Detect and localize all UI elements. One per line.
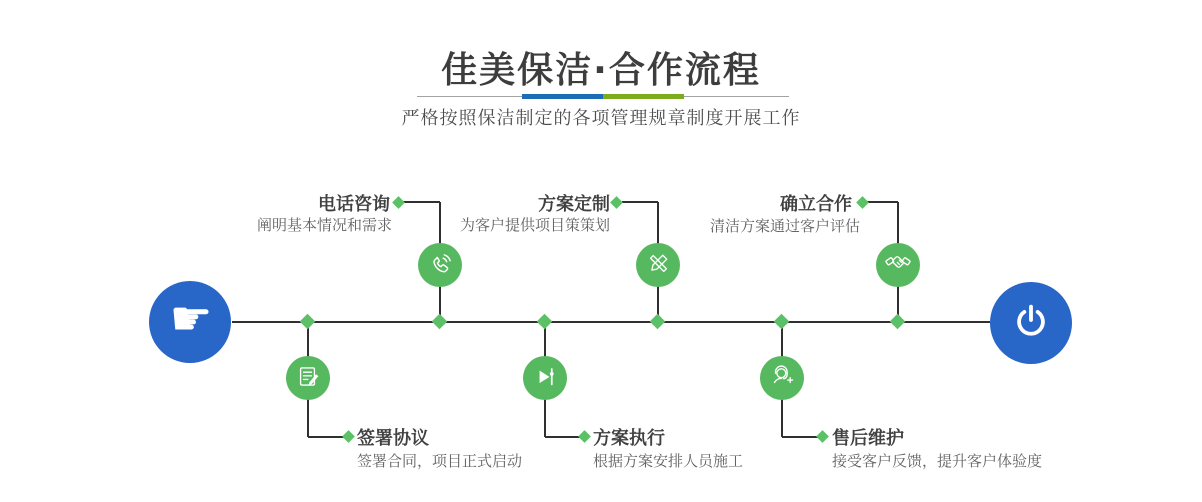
step-desc-design: 为客户提供项目策策划 [460,216,611,234]
divider-green-segment [603,94,684,99]
contract-icon [294,362,323,395]
step-node-phone [418,243,462,287]
label-bullet-diamond [816,430,829,443]
connector-stub-contract [308,436,345,438]
label-bullet-diamond [342,430,355,443]
label-bullet-diamond [392,196,405,209]
design-icon [644,249,673,282]
step-node-handshake [876,243,920,287]
step-desc-handshake: 清洁方案通过客户评估 [710,217,861,235]
connector-stub-design [622,201,658,203]
timeline-node-diamond [300,314,316,330]
label-bullet-diamond [610,196,623,209]
handshake-icon [883,248,913,282]
step-title-execute: 方案执行 [593,428,665,449]
step-node-execute [523,356,567,400]
step-title-service: 售后维护 [832,428,904,449]
phone-icon [426,249,455,282]
label-bullet-diamond [578,430,591,443]
execute-icon [531,362,560,395]
step-title-handshake: 确立合作 [780,194,852,215]
connector-stub-execute [545,436,581,438]
step-title-phone: 电话咨询 [318,194,390,215]
timeline-node-diamond [537,314,553,330]
timeline-node-diamond [890,314,906,330]
step-desc-phone: 阐明基本情况和需求 [257,216,393,234]
timeline-node-diamond [432,314,448,330]
step-desc-service: 接受客户反馈，提升客户体验度 [832,452,1043,470]
label-bullet-diamond [856,196,869,209]
service-icon [767,361,797,395]
divider-blue-segment [522,94,603,99]
step-desc-contract: 签署合同，项目正式启动 [357,452,523,470]
timeline-main-line [232,321,990,323]
step-title-design: 方案定制 [538,194,610,215]
step-title-contract: 签署协议 [357,428,429,449]
timeline-node-diamond [774,314,790,330]
title-divider [417,93,789,100]
page-title: 佳美保洁·合作流程 [441,50,761,91]
end-node [990,282,1072,364]
step-node-design [636,243,680,287]
connector-stub-handshake [867,201,898,203]
connector-stub-service [782,436,819,438]
page-subtitle: 严格按照保洁制定的各项管理规章制度开展工作 [401,108,801,129]
step-node-service [760,356,804,400]
start-node [149,281,231,363]
timeline-node-diamond [650,314,666,330]
step-node-contract [286,356,330,400]
connector-stub-phone [403,201,440,203]
power-icon [1010,300,1052,346]
hand-pointer-icon: ☛ [169,291,213,347]
step-desc-execute: 根据方案安排人员施工 [593,452,744,470]
